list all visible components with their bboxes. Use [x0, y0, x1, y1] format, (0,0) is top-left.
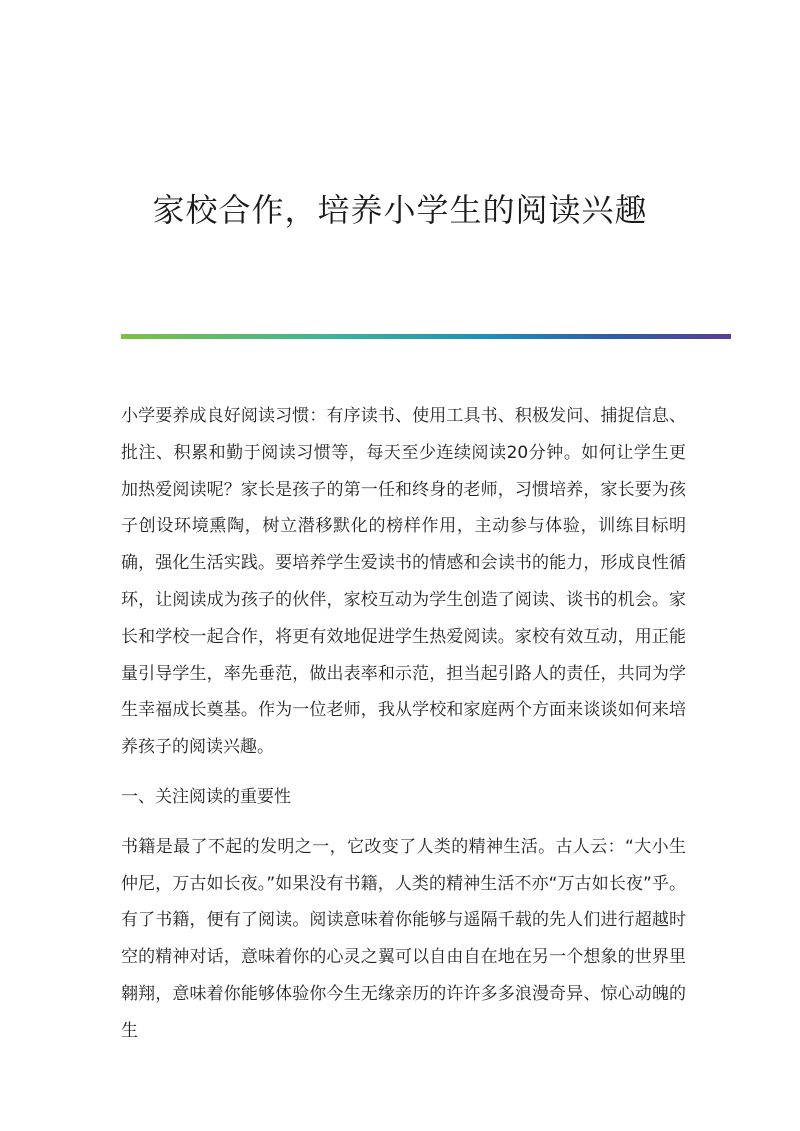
paragraph-gap	[121, 816, 686, 829]
section-heading: 一、关注阅读的重要性	[121, 786, 291, 807]
document-body	[121, 398, 686, 1050]
document-title: 家校合作，培养小学生的阅读兴趣	[152, 191, 648, 229]
intro-paragraph: 小学要养成良好阅读习惯：有序读书、使用工具书、积极发问、捕捉信息、批注、积累和勤于阅读习惯等，每天至少连续阅读20分钟。如何让学生更加热爱阅读呢？家长是孩子的第一任和终身的老师，习惯培养，家长要为孩子创设环境熏陶，树立潜移默化的榜样作用，主动参与体验，训练目标明确，强化生活实践。要培养学生爱读书的情感和会读书的能力，形成良性循环，让阅读成为孩子的伙伴，家校互动为学生创造了阅读、谈书的机会。家长和学校一起合作，将更有效地促进学生热爱阅读。家校有效互动，用正能量引导学生，率先垂范，做出表率和示范，担当起引路人的责任，共同为学生幸福成长奠基。作为一位老师，我从学校和家庭两个方面来谈谈如何来培养孩子的阅读兴趣。	[121, 406, 686, 758]
paragraph-gap	[121, 766, 686, 779]
section-paragraph: 书籍是最了不起的发明之一，它改变了人类的精神生活。古人云：“大小生仲尼，万古如长夜。”如果没有书籍，人类的精神生活不亦“万古如长夜”乎。有了书籍，便有了阅读。阅读意味着你能够与遥隔千载的先人们进行超越时空的精神对话，意味着你的心灵之翼可以自由自在地在另一个想象的世界里翱翔，意味着你能够体验你今生无缘亲历的许许多多浪漫奇异、惊心动魄的生	[121, 836, 686, 1041]
title-divider	[121, 334, 731, 339]
